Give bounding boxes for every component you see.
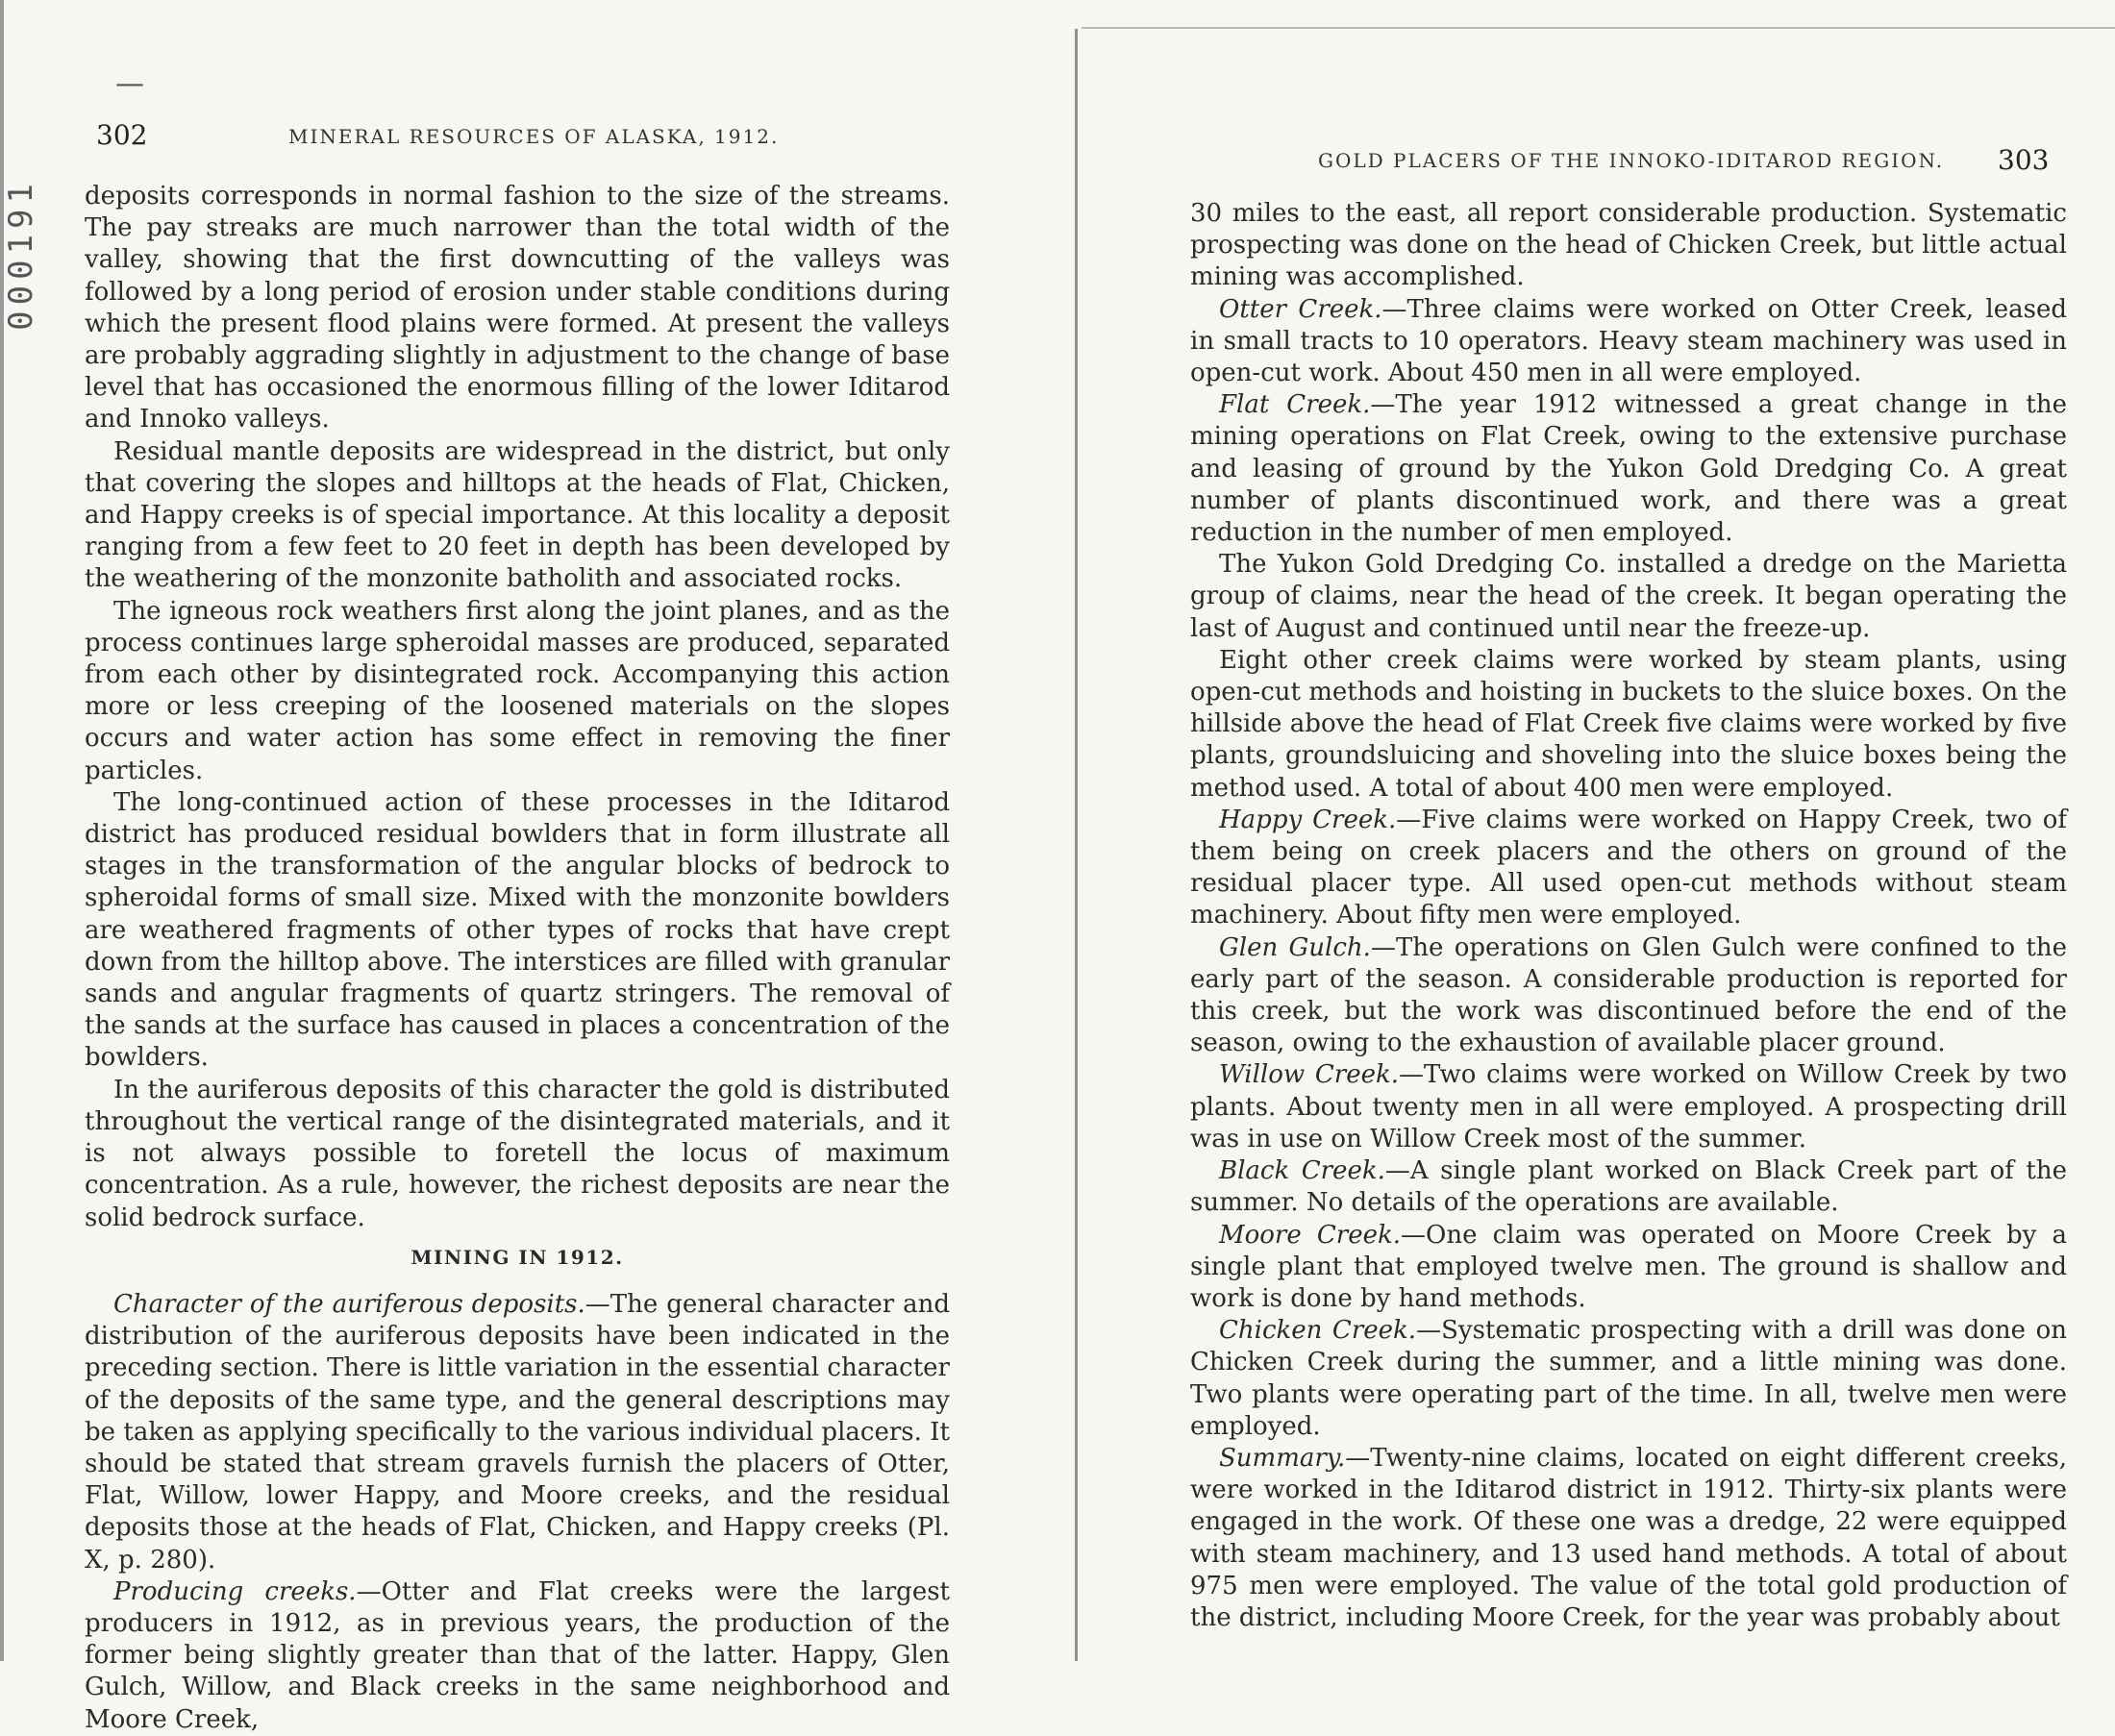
paragraph: The igneous rock weathers first along the joint planes, and as the process continues large spheroidal masses are produced, separated from each other by disintegrated rock. Accompanying this action more or less creeping of the loosened materials on the slopes occurs and water action has some effect in removing the finer particles. xyxy=(85,596,950,785)
paragraph xyxy=(1190,1220,2067,1316)
paragraph-text: —Three claims were worked on Otter Creek, leased in small tracts to 10 operators. Heavy steam machinery was used in open-cut work. About 450 men in all were employed. xyxy=(1190,294,2067,388)
paragraph xyxy=(1190,1155,2067,1219)
paragraph-text: —Two claims were worked on Willow Creek by two plants. About twenty men in all were employed. A prospecting drill was in use on Willow Creek most of the summer. xyxy=(1190,1060,2067,1153)
paragraph xyxy=(1190,389,2067,549)
paragraph: 30 miles to the east, all report considerable production. Systematic prospecting was done on the head of Chicken Creek, but little actual mining was accomplished. xyxy=(1190,199,2067,292)
paragraph xyxy=(1190,1315,2067,1443)
paragraph-text: —Twenty-nine claims, located on eight different creeks, were worked in the Iditarod district in 1912. Thirty-six plants were engaged in the work. Of these one was a dredge, 22 were equipped with steam machinery, and 13 used hand methods. A total of about 975 men were employed. The value of the total gold production of the district, including Moore Creek, for the year was probably about xyxy=(1190,1443,2067,1632)
paragraph xyxy=(1190,549,2067,645)
paragraph: Residual mantle deposits are widespread in the district, but only that covering the slopes and hilltops at the heads of Flat, Chicken, and Happy creeks is of special importance. At this locality a deposit ranging from a few feet to 20 feet in depth has been developed by the weathering of the monzonite batholith and associated rocks. xyxy=(85,436,950,594)
paragraph-lead: Black Creek. xyxy=(1219,1156,1385,1186)
paragraph-text: —The operations on Glen Gulch were confined to the early part of the season. A considerable production is reported for this creek, but the work was discontinued before the end of the season, owing to the exhaustion of available placer ground. xyxy=(1190,932,2067,1058)
paragraph-text: Eight other creek claims were worked by steam plants, using open-cut methods and hoisting in buckets to the sluice boxes. On the hillside above the head of Flat Creek five claims were worked by five plants, groundsluicing and shoveling into the sluice boxes being the method used. A total of about 400 men were employed. xyxy=(1190,645,2067,803)
running-head: MINERAL RESOURCES OF ALASKA, 1912. xyxy=(288,125,780,148)
paragraph-lead: Producing creeks. xyxy=(113,1576,357,1606)
page-number: 302 xyxy=(96,119,148,151)
left-body-text xyxy=(85,181,950,1736)
paragraph xyxy=(1190,1443,2067,1634)
paragraph-text: —Otter and Flat creeks were the largest producers in 1912, as in previous years, the production of the former being slightly greater than that of the latter. Happy, Glen Gulch, Willow, and Black creeks in the same neighborhood and Moore Creek, xyxy=(85,1576,951,1734)
paragraph-lead: Glen Gulch. xyxy=(1219,932,1371,962)
paragraph-text: The Yukon Gold Dredging Co. installed a dredge on the Marietta group of claims, near the head of the creek. It began operating the last of August and continued until near the freeze-up. xyxy=(1190,550,2067,643)
paragraph-text: —One claim was operated on Moore Creek by a single plant that employed twelve men. The ground is shallow and work is done by hand methods. xyxy=(1190,1220,2067,1313)
paragraph xyxy=(85,1289,950,1576)
paragraph-lead: Moore Creek. xyxy=(1219,1220,1402,1250)
paragraph-text: —Systematic prospecting with a drill was done on Chicken Creek during the summer, and a little mining was done. Two plants were operating part of the time. In all, twelve men were employed. xyxy=(1190,1316,2067,1441)
paragraph-lead: Character of the auriferous deposits. xyxy=(113,1289,585,1319)
paragraph-lead: Otter Creek. xyxy=(1219,294,1382,324)
paragraph: In the auriferous deposits of this character the gold is distributed throughout the vertical range of the disintegrated materials, and it is not always possible to foretell the locus of maximum concentration. As a rule, however, the richest deposits are near the solid bedrock surface. xyxy=(85,1075,950,1232)
paragraph-text: —The year 1912 witnessed a great change in the mining operations on Flat Creek, owing to the extensive purchase and leasing of ground by the Yukon Gold Dredging Co. A great number of plants discontinued work, and there was a great reduction in the number of men employed. xyxy=(1190,390,2068,548)
scan-mark: — xyxy=(115,67,144,101)
paragraph-lead: Summary. xyxy=(1219,1443,1346,1473)
running-head: GOLD PLACERS OF THE INNOKO-IDITAROD REGION. xyxy=(1318,149,1945,172)
paragraph: deposits corresponds in normal fashion to the size of the streams. The pay streaks are much narrower than the total width of the valley, showing that the first downcutting of the valleys was followed by a long period of erosion under stable conditions during which the present flood plains were formed. At present the valleys are probably aggrading slightly in adjustment to the change of base level that has occasioned the enormous filling of the lower Iditarod and Innoko valleys. xyxy=(85,182,950,434)
right-body-text xyxy=(1190,198,2067,1634)
paragraph xyxy=(1190,805,2067,932)
paragraph xyxy=(1190,932,2067,1060)
right-page xyxy=(1082,0,2115,1661)
paragraph xyxy=(1190,294,2067,390)
paragraph-lead: Chicken Creek. xyxy=(1219,1316,1417,1346)
paragraph xyxy=(1190,1059,2067,1155)
paragraph-lead: Flat Creek. xyxy=(1219,390,1371,420)
paragraph xyxy=(1190,645,2067,805)
section-heading: MINING IN 1912. xyxy=(411,1245,624,1269)
page-number: 303 xyxy=(1998,144,2050,176)
margin-stamp: 000191 xyxy=(2,178,40,331)
paragraph-text: —Five claims were worked on Happy Creek, two of them being on creek placers and the others on ground of the residual placer type. All used open-cut methods without steam machinery. About fifty men were employed. xyxy=(1190,805,2068,930)
paragraph xyxy=(85,1576,950,1736)
paragraph-lead: Willow Creek. xyxy=(1219,1060,1400,1090)
paragraph-lead: Happy Creek. xyxy=(1219,805,1397,834)
paragraph: The long-continued action of these processes in the Iditarod district has produced residual bowlders that in form illustrate all stages in the transformation of the angular blocks of bedrock to spheroidal forms of small size. Mixed with the monzonite bowlders are weathered fragments of other types of rocks that have crept down from the hilltop above. The interstices are filled with granular sands and angular fragments of quartz stringers. The removal of the sands at the surface has caused in places a concentration of the bowlders. xyxy=(85,787,950,1073)
paragraph-text: —The general character and distribution of the auriferous deposits have been indicated in the preceding section. There is little variation in the essential character of the deposits of the same type, and the general descriptions may be taken as applying specifically to the various individual placers. It should be stated that stream gravels furnish the placers of Otter, Flat, Willow, lower Happy, and Moore creeks, and the residual deposits those at the heads of Flat, Chicken, and Happy creeks (Pl. X, p. 280). xyxy=(85,1289,950,1575)
paragraph-text: —A single plant worked on Black Creek part of the summer. No details of the operations are available. xyxy=(1190,1156,2067,1218)
